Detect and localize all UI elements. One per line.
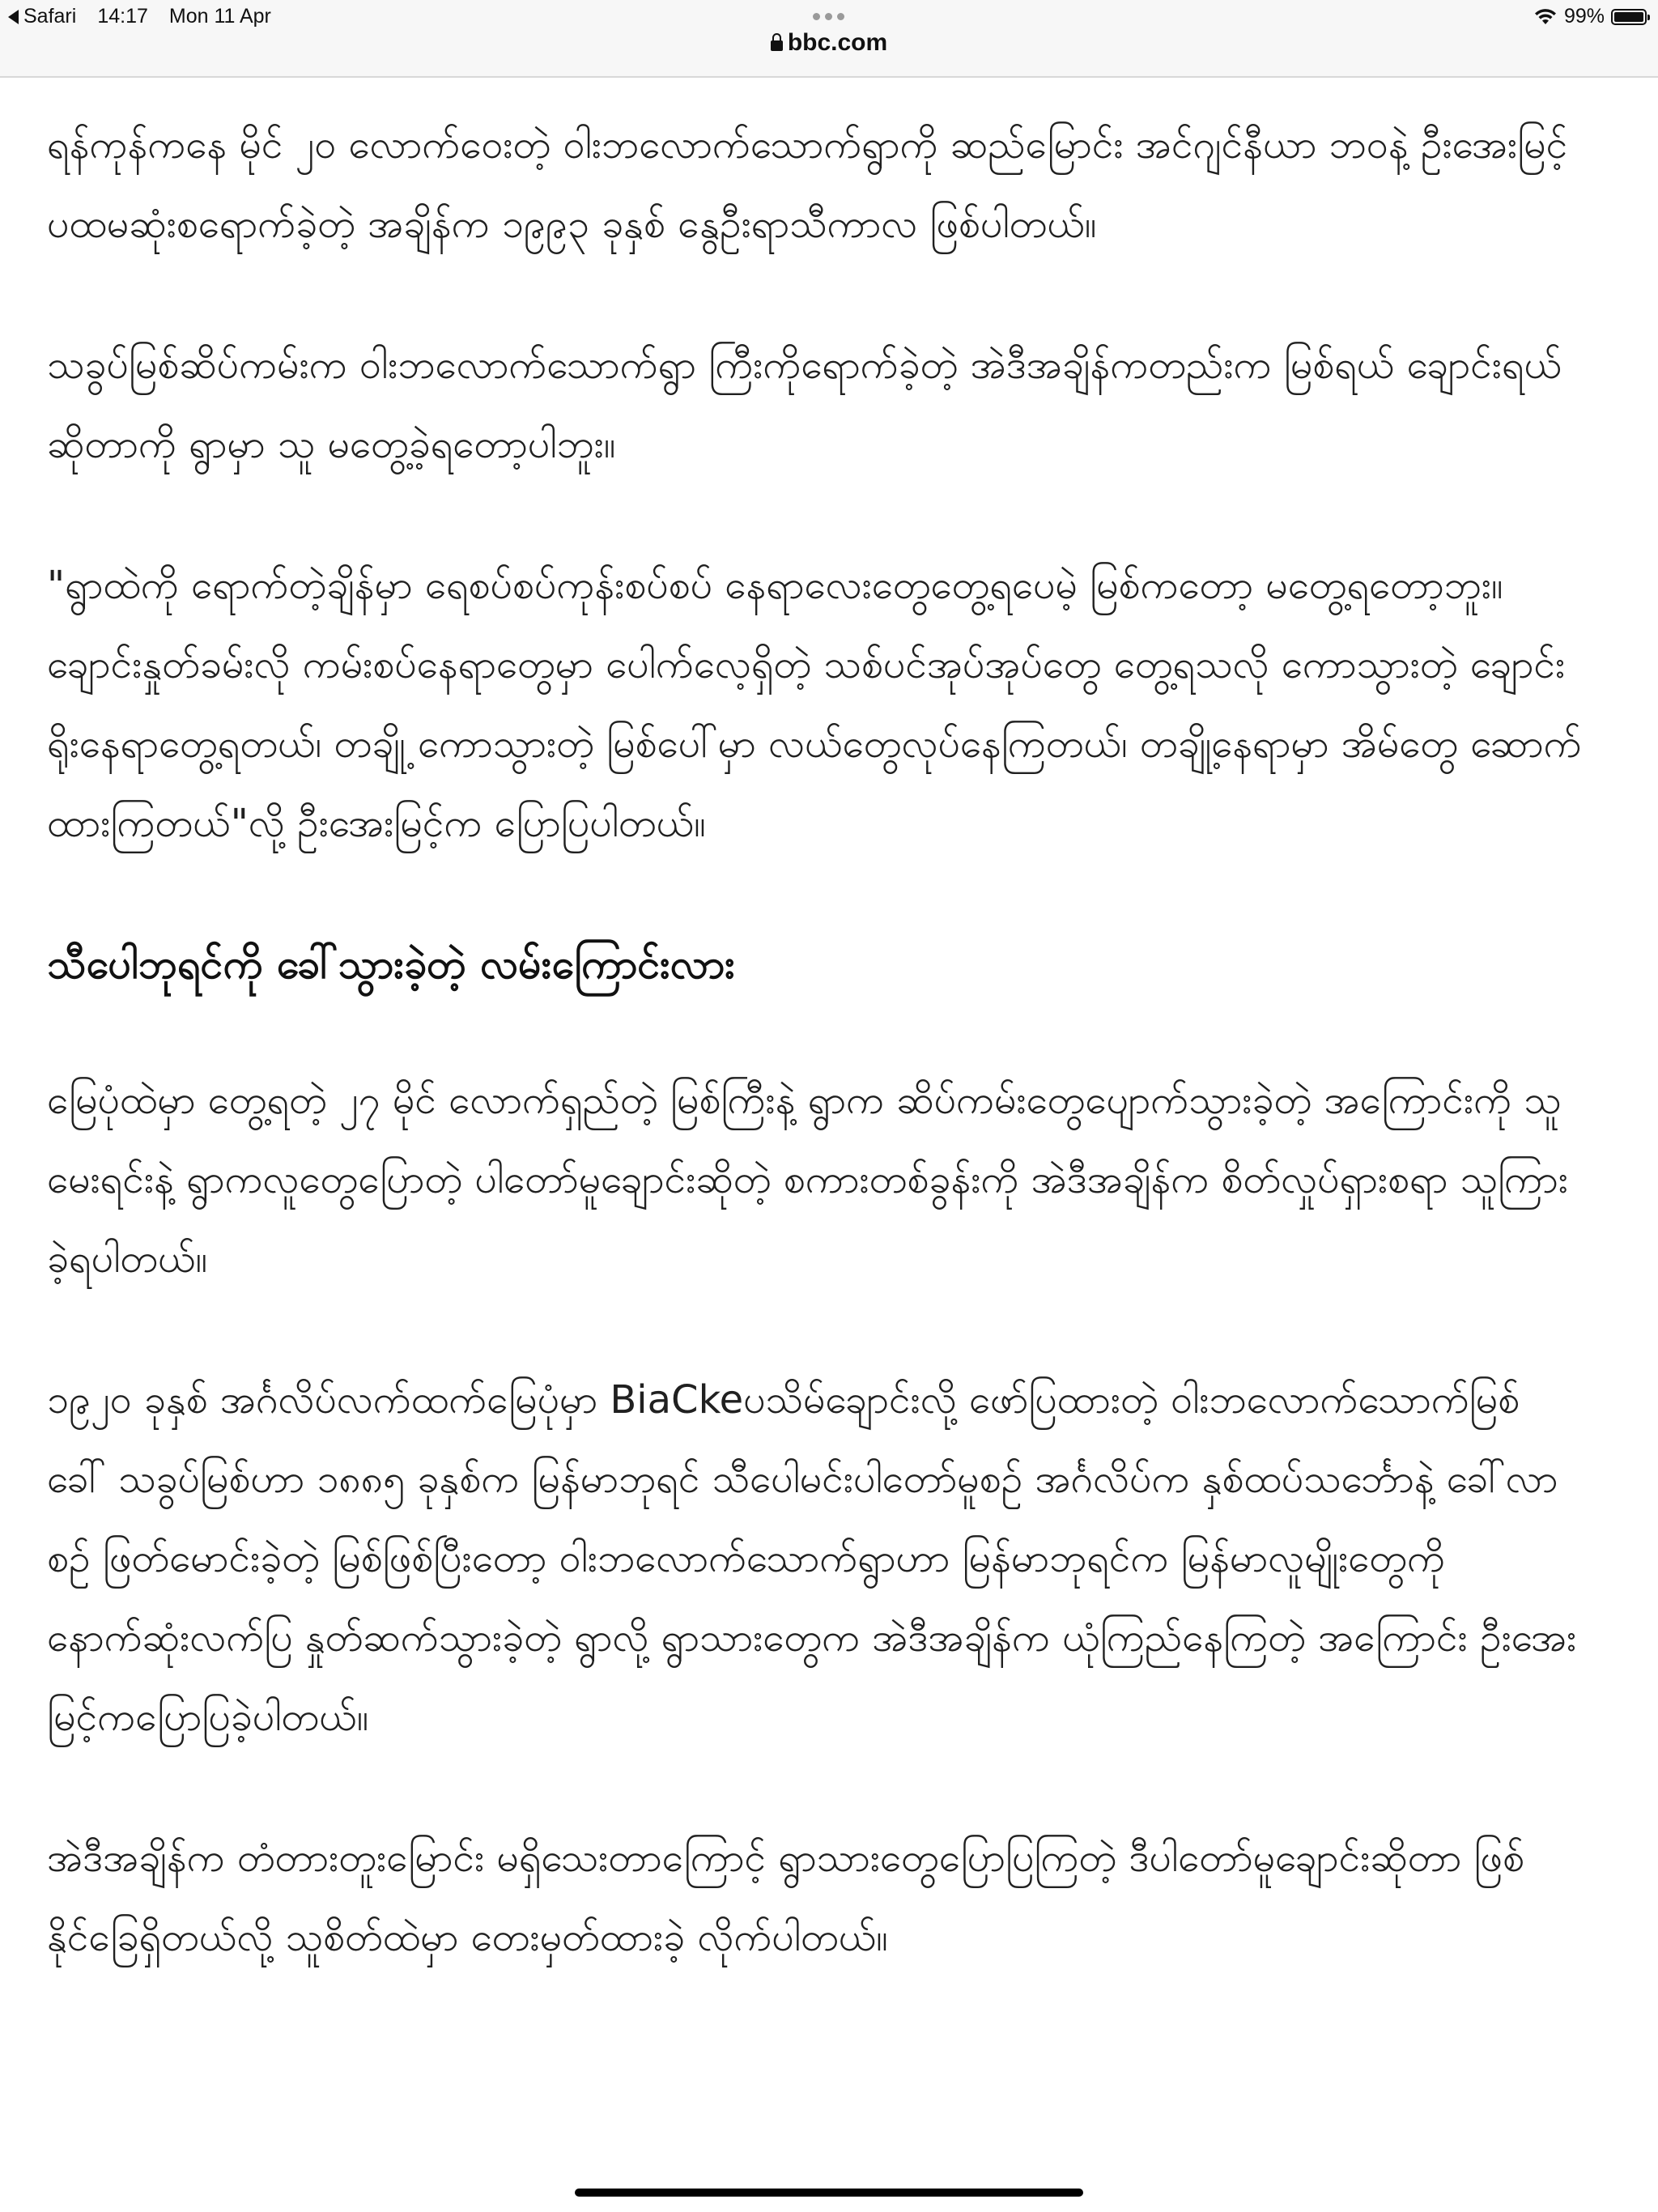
dot-icon — [825, 13, 832, 20]
dot-icon — [813, 13, 820, 20]
status-right — [1533, 5, 1647, 28]
dot-icon — [837, 13, 844, 20]
wifi-icon — [1533, 8, 1558, 26]
address-bar[interactable] — [0, 29, 1658, 57]
lock-icon — [771, 40, 783, 51]
article-paragraph: မြေပုံထဲမှာ တွေ့ရတဲ့ ၂၇ မိုင် လောက်ရှည်တဲ့ မြစ်ကြီးနဲ့ ရွာက ဆိပ်ကမ်းတွေပျောက်သွားခဲ့တဲ့ အကြောင်းကို သူမေးရင်းနဲ့ ရွာကလူတွေပြောတဲ့ ပါတော်မူချောင်းဆိုတဲ့ စကားတစ်ခွန်းကို အဲဒီအချိန်က စိတ်လှုပ်ရှားစရာ သူကြားခဲ့ရပါတယ်။ — [47, 1078, 1568, 1282]
article-paragraph: ၁၉၂၀ ခုနှစ် အင်္ဂလိပ်လက်ထက်မြေပုံမှာ BiaCkeပသိမ်ချောင်းလို့ ဖော်ပြထားတဲ့ ဝါးဘလောက်သောက်မြစ် ခေါ် သခွပ်မြစ်ဟာ ၁၈၈၅ ခုနှစ်က မြန်မာဘုရင် သီပေါမင်းပါတော်မူစဉ် အင်္ဂလိပ်က နှစ်ထပ်သင်္ဘောနဲ့ ခေါ်လာစဉ် ဖြတ်မောင်းခဲ့တဲ့ မြစ်ဖြစ်ပြီးတော့ ဝါးဘလောက်သောက်ရွာဟာ မြန်မာဘုရင်က မြန်မာလူမျိုးတွေကို နောက်ဆုံးလက်ပြ နှုတ်ဆက်သွားခဲ့တဲ့ ရွာလို့ ရွာသားတွေက အဲဒီအချိန်က ယုံကြည်နေကြတဲ့ အကြောင်း ဦးအေးမြင့်ကပြောပြခဲ့ပါတယ်။ — [47, 1377, 1577, 1740]
back-to-app-button[interactable] — [8, 5, 76, 28]
back-app-label: Safari — [23, 5, 77, 28]
battery-percent: 99% — [1563, 5, 1605, 28]
article-paragraph: "ရွာထဲကို ရောက်တဲ့ချိန်မှာ ရေစပ်စပ်ကုန်းစပ်စပ် နေရာလေးတွေတွေ့ရပေမဲ့ မြစ်ကတော့ မတွေ့ရတော့ဘူး။ ချောင်းနှုတ်ခမ်းလို ကမ်းစပ်နေရာတွေမှာ ပေါက်လေ့ရှိတဲ့ သစ်ပင်အုပ်အုပ်တွေ တွေ့ရသလို ကောသွားတဲ့ ချောင်းရိုးနေရာတွေ့ရတယ်၊ တချို့ ကောသွားတဲ့ မြစ်ပေါ်မှာ လယ်တွေလုပ်နေကြတယ်၊ တချို့နေရာမှာ အိမ်တွေ ဆောက်ထားကြတယ်"လို့ ဦးအေးမြင့်က ပြောပြပါတယ်။ — [47, 563, 1582, 846]
back-arrow-icon — [8, 10, 19, 24]
tab-handle-dots[interactable] — [813, 13, 844, 20]
status-date: Mon 11 Apr — [168, 5, 271, 28]
article-paragraph: သခွပ်မြစ်ဆိပ်ကမ်းက ဝါးဘလောက်သောက်ရွာ ကြီးကိုရောက်ခဲ့တဲ့ အဲဒီအချိန်ကတည်းက မြစ်ရယ် ချောင်းရယ်ဆိုတာကို ရွာမှာ သူ မတွေ့ခဲ့ရတော့ပါဘူး။ — [47, 342, 1562, 467]
battery-icon — [1611, 9, 1647, 25]
article-body — [47, 105, 1585, 2039]
home-indicator[interactable] — [575, 2189, 1083, 2197]
status-bar — [0, 0, 1658, 78]
section-heading: သီပေါဘုရင်ကို ခေါ်သွားခဲ့တဲ့ လမ်းကြောင်းလား — [47, 941, 735, 988]
status-time: 14:17 — [97, 5, 148, 28]
url-text: bbc.com — [787, 29, 888, 56]
article-paragraph: ရန်ကုန်ကနေ မိုင် ၂၀ လောက်ဝေးတဲ့ ဝါးဘလောက်သောက်ရွာကို ဆည်မြောင်း အင်ဂျင်နီယာ ဘဝနဲ့ ဦးအေးမြင့် ပထမဆုံးစရောက်ခဲ့တဲ့ အချိန်က ၁၉၉၃ ခုနှစ် နွေဦးရာသီကာလ ဖြစ်ပါတယ်။ — [47, 122, 1568, 247]
battery-fill — [1614, 12, 1643, 22]
status-left — [8, 5, 271, 28]
article-paragraph: အဲဒီအချိန်က တံတားတူးမြောင်း မရှိသေးတာကြောင့် ရွာသားတွေပြောပြကြတဲ့ ဒီပါတော်မူချောင်းဆိုတာ ဖြစ်နိုင်ခြေရှိတယ်လို့ သူစိတ်ထဲမှာ တေးမှတ်ထားခဲ့ လိုက်ပါတယ်။ — [47, 1836, 1524, 1960]
